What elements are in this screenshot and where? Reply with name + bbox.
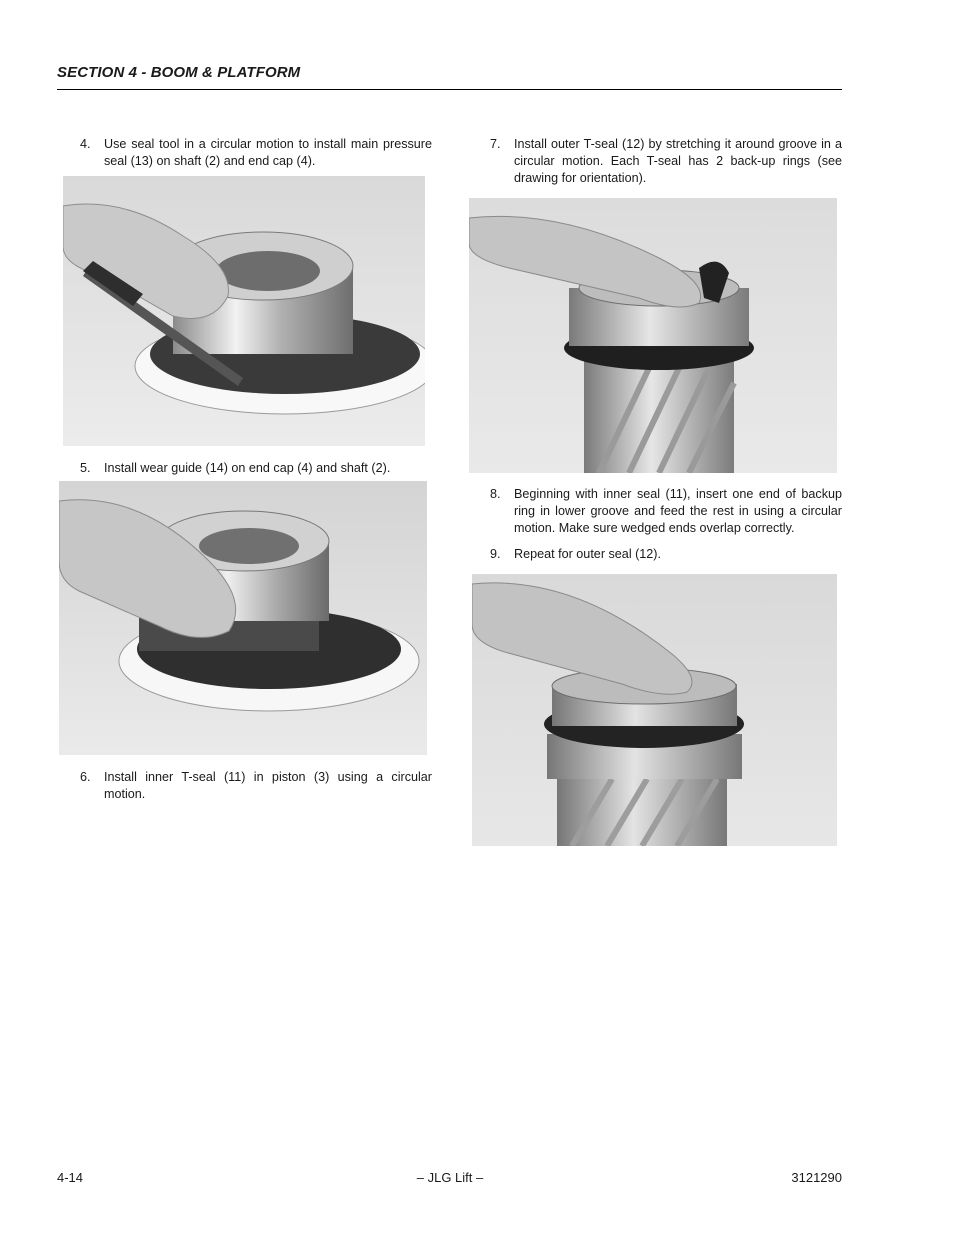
step-number: 6. bbox=[80, 770, 91, 784]
footer-publisher: – JLG Lift – bbox=[416, 1170, 484, 1185]
photo-backup-ring-install bbox=[472, 574, 837, 846]
step-number: 9. bbox=[490, 547, 501, 561]
step-text: Use seal tool in a circular motion to install main pressure seal (13) on shaft (2) and end cap (4). bbox=[104, 137, 432, 168]
step-4 bbox=[80, 136, 432, 172]
step-text: Install inner T-seal (11) in piston (3) using a circular motion. bbox=[104, 770, 432, 801]
photo-wear-guide-install bbox=[59, 481, 427, 755]
step-5 bbox=[80, 460, 432, 478]
header-divider bbox=[57, 89, 842, 90]
step-text: Beginning with inner seal (11), insert one end of backup ring in lower groove and feed the rest in using a circular motion. Make sure wedged ends overlap correctly. bbox=[514, 487, 842, 535]
section-title: SECTION 4 - BOOM & PLATFORM bbox=[57, 64, 301, 81]
step-6 bbox=[80, 769, 432, 805]
step-number: 7. bbox=[490, 137, 501, 151]
step-text: Install wear guide (14) on end cap (4) and shaft (2). bbox=[104, 461, 391, 475]
document-number: 3121290 bbox=[791, 1170, 842, 1185]
step-8 bbox=[490, 486, 842, 540]
step-text: Install outer T-seal (12) by stretching it around groove in a circular motion. Each T-seal has 2 back-up rings (see drawing for orientation). bbox=[514, 137, 842, 185]
step-text: Repeat for outer seal (12). bbox=[514, 547, 662, 561]
step-7 bbox=[490, 136, 842, 190]
photo-outer-tseal-install bbox=[469, 198, 837, 473]
page-number: 4-14 bbox=[57, 1170, 84, 1185]
step-9 bbox=[490, 546, 842, 564]
step-number: 8. bbox=[490, 487, 501, 501]
photo-seal-tool-install bbox=[63, 176, 425, 446]
step-number: 4. bbox=[80, 137, 91, 151]
step-number: 5. bbox=[80, 461, 91, 475]
